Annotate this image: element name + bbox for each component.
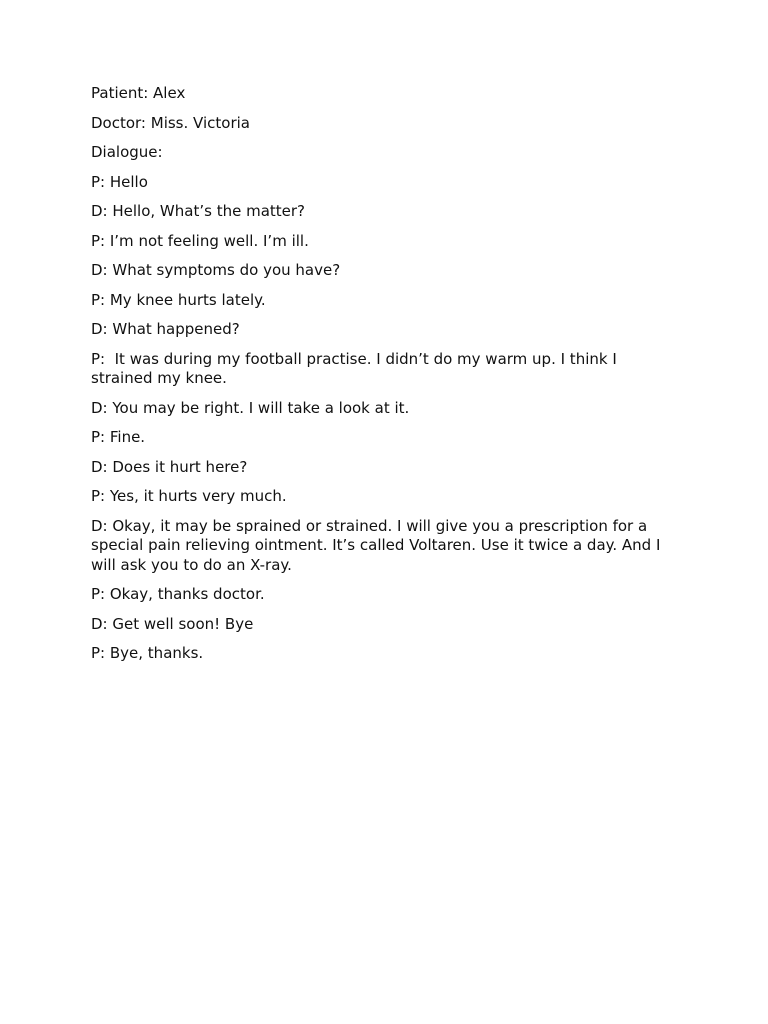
- dialogue-line: P: Hello: [91, 172, 148, 191]
- dialogue-line: P: Okay, thanks doctor.: [91, 585, 265, 603]
- dialogue-line: D: You may be right. I will take a look at it.: [91, 398, 410, 417]
- dialogue-line: P: I’m not feeling well. I’m ill.: [91, 231, 309, 250]
- dialogue-line: P: My knee hurts lately.: [91, 290, 266, 309]
- dialogue-line: P: Bye, thanks.: [91, 644, 204, 662]
- dialogue-line: D: Okay, it may be sprained or strained. I will give you a prescription for a special pain relieving ointment. It’s called Voltaren. Use it twice a day. And I will ask you to do an X-ray.: [91, 516, 666, 574]
- dialogue-line: D: What happened?: [91, 320, 240, 338]
- document-body: [91, 84, 681, 674]
- dialogue-line: D: What symptoms do you have?: [91, 261, 341, 279]
- dialogue-line: D: Does it hurt here?: [91, 457, 248, 476]
- dialogue-line: P: Yes, it hurts very much.: [91, 487, 287, 505]
- dialogue-line: D: Get well soon! Bye: [91, 614, 254, 633]
- dialogue-line: D: Hello, What’s the matter?: [91, 202, 305, 220]
- dialogue-heading: Dialogue:: [91, 143, 163, 161]
- doctor-line: Doctor: Miss. Victoria: [91, 113, 250, 132]
- dialogue-line: P: Fine.: [91, 428, 146, 446]
- dialogue-line: P: It was during my football practise. I didn’t do my warm up. I think I strained my knee.: [91, 349, 622, 387]
- patient-line: Patient: Alex: [91, 84, 186, 102]
